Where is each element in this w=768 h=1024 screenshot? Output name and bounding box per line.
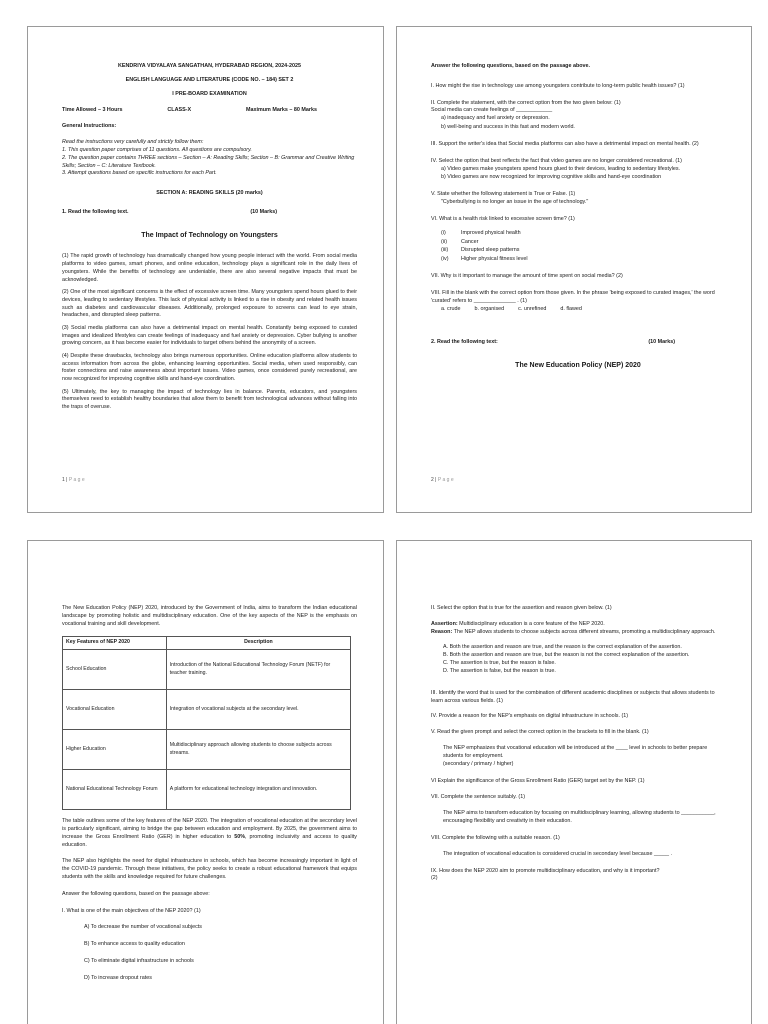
question-marks: (2)	[431, 875, 438, 882]
option-list	[431, 239, 725, 247]
passage-paragraph: (3) Social media platforms can also have a detrimental impact on mental health. Constantly being exposed to curated images and idealized lifestyles can create feelings of inadequacy and fuel anxiety or depression. Cyber bullying is another growing concern, as it has become easier for individuals to target others behind the anonymity of a screen.	[62, 324, 357, 347]
option-list	[431, 247, 725, 255]
header-line-3: I PRE-BOARD EXAMINATION	[172, 90, 247, 97]
page-label: P a g e	[437, 476, 454, 483]
question-2-marks: (10 Marks)	[648, 339, 675, 346]
page-4-content	[431, 605, 725, 883]
question: VI. What is a health risk linked to excessive screen time? (1)	[431, 215, 575, 222]
max-marks: Maximum Marks – 80 Marks	[245, 107, 317, 114]
question-stem: Social media can create feelings of ____________	[431, 107, 553, 114]
passage-intro: The New Education Policy (NEP) 2020, introduced by the Government of India, aims to transform the Indian educational landscape by promoting holistic and multidisciplinary education. One of the key aspects of the NEP is the emphasis on vocational training and skill development.	[62, 605, 357, 627]
nep-features-table	[62, 636, 351, 810]
table-cell: Integration of vocational subjects at the secondary level.	[166, 690, 350, 730]
option-text: Cancer	[461, 238, 479, 245]
quoted-statement: "Cyberbullying is no longer an issue in the age of technology."	[441, 199, 589, 206]
option: d. flawed	[560, 305, 582, 312]
option: b. organised	[474, 305, 505, 312]
question: VI Explain the significance of the Gross Enrollment Ratio (GER) target set by the NEP. (1)	[431, 777, 645, 784]
instruction-line: 1. This question paper comprises of 11 questions. All questions are compulsory.	[62, 146, 252, 153]
general-instructions-heading: General Instructions:	[62, 123, 117, 130]
answer-heading: Answer the following questions, based on the passage above:	[62, 890, 210, 897]
question: V. Read the given prompt and select the correct option in the brackets to fill in the blank. (1)	[431, 729, 649, 736]
prompt-text: The NEP emphasizes that vocational education will be introduced at the ____ level in schools to better prepare students for employment.	[443, 745, 708, 759]
table-cell: Vocational Education	[63, 690, 167, 730]
instruction-line: 2. The question paper contains THREE sections – Section – A: Reading Skills; Section – B: Grammar and Creative Writing Skills; Section – C: Literature Textbook.	[62, 154, 355, 169]
option-number: (i)	[441, 229, 446, 236]
page-1-content	[62, 63, 357, 416]
question-1-marks: (10 Marks)	[250, 209, 277, 216]
passage-title: The Impact of Technology on Youngsters	[141, 231, 278, 239]
header-line-2: ENGLISH LANGUAGE AND LITERATURE (CODE NO. – 184) SET 2	[125, 76, 294, 83]
option: b) well-being and success in this fast and modern world.	[441, 124, 575, 131]
passage-title: The New Education Policy (NEP) 2020	[515, 362, 641, 370]
question: I. How might the rise in technology use among youngsters contribute to long-term public health issues? (1)	[431, 82, 685, 89]
passage-paragraph	[62, 818, 357, 849]
passage-paragraph: (1) The rapid growth of technology has dramatically changed how young people interact with the world. From social media platforms to video games, smart phones, and online education, technology plays a significant role in the daily lives of youngsters. While the benefits of technology are undeniable, there are also several negative impacts that must be acknowledged.	[62, 253, 357, 283]
table-cell: Multidisciplinary approach allowing students to choose subjects across streams.	[166, 730, 350, 770]
question: IX. How does the NEP 2020 aim to promote multidisciplinary education, and why is it important?	[431, 867, 660, 874]
time-allowed: Time Allowed – 3 Hours	[62, 107, 123, 114]
exam-meta-row	[62, 107, 357, 115]
option-text: Higher physical fitness level	[461, 256, 528, 263]
class-label: CLASS-X	[167, 107, 192, 114]
option-number: (iii)	[441, 247, 449, 254]
mcq-options	[431, 306, 725, 314]
table-header-cell: Description	[166, 637, 350, 650]
question: VIII. Fill in the blank with the correct option from those given. In the phrase 'being exposed to curated images,' the word 'curated' refers to ______________ . (1)	[431, 289, 715, 304]
table-header-row	[63, 637, 351, 650]
question-2-row	[431, 339, 725, 347]
question-1-label: 1. Read the following text.	[62, 209, 129, 216]
question: VII. Why is it important to manage the amount of time spent on social media? (2)	[431, 273, 623, 280]
instruction-line: Read the instructions very carefully and strictly follow them:	[62, 139, 204, 146]
passage-paragraph: The NEP also highlights the need for digital infrastructure in schools, which has become increasingly important in light of the COVID-19 pandemic. Through these initiatives, the policy seeks to create a robust educational framework that equips students with the skills and knowledge required for future challenges.	[62, 858, 357, 880]
option-text: Disrupted sleep patterns	[461, 247, 520, 254]
table-row	[63, 690, 351, 730]
section-a-heading: SECTION A: READING SKILLS (20 marks)	[156, 190, 263, 197]
question: III. Support the writer's idea that Social media platforms can also have a detrimental impact on mental health. (2)	[431, 140, 699, 147]
table-row	[63, 770, 351, 810]
question: II. Complete the statement, with the correct option from the two given below: (1)	[431, 99, 621, 106]
option: b) Video games are now recognized for improving cognitive skills and hand-eye coordination	[441, 174, 662, 181]
question: VIII. Complete the following with a suitable reason. (1)	[431, 834, 560, 841]
question-1-row	[62, 209, 357, 217]
option: C) To eliminate digital infrastructure in schools	[84, 958, 194, 965]
table-row	[63, 730, 351, 770]
table-cell: Higher Education	[63, 730, 167, 770]
page-footer: 1 | P a g e	[62, 476, 85, 483]
questions-heading: Answer the following questions, based on the passage above.	[431, 63, 591, 69]
question: III. Identify the word that is used for the combination of different academic disciplines or subjects that allows students to learn across various fields. (1)	[431, 689, 715, 704]
option: B) To enhance access to quality education	[84, 941, 185, 948]
header-line-1: KENDRIYA VIDYALAYA SANGATHAN, HYDERABAD REGION, 2024-2025	[118, 63, 301, 69]
question: I. What is one of the main objectives of the NEP 2020? (1)	[62, 907, 201, 914]
option: c. unrefined	[518, 305, 547, 312]
page-label: P a g e	[68, 476, 85, 483]
table-row	[63, 650, 351, 690]
option-list	[431, 256, 725, 264]
page-number: 2	[431, 476, 434, 483]
question: IV. Provide a reason for the NEP's emphasis on digital infrastructure in schools. (1)	[431, 713, 629, 720]
option-number: (ii)	[441, 238, 447, 245]
table-header-cell: Key Features of NEP 2020	[63, 637, 167, 650]
option: B. Both the assertion and reason are true, but the reason is not the correct explanation of the assertion.	[443, 652, 690, 659]
paragraph-text: , promoting inclusivity and access to quality education.	[62, 833, 357, 848]
table-cell: Introduction of the National Educational Technology Forum (NETF) for teacher training.	[166, 650, 350, 690]
instruction-line: 3. Attempt questions based on specific instructions for each Part.	[62, 170, 217, 177]
reason-label: Reason:	[431, 628, 453, 635]
question-2-label: 2. Read the following text:	[431, 339, 498, 346]
general-instructions	[62, 139, 357, 178]
question: II. Select the option that is true for the assertion and reason given below. (1)	[431, 605, 612, 611]
page-4	[396, 540, 752, 1024]
sentence-to-complete: The integration of vocational education is considered crucial in secondary level because _____ .	[443, 850, 672, 857]
option: C. The assertion is true, but the reason is false.	[443, 660, 556, 667]
sentence-to-complete: The NEP aims to transform education by focusing on multidisciplinary learning, allowing students to ___________, encouraging flexibility and creativity in their education.	[443, 810, 716, 825]
option: a. crude	[441, 305, 461, 312]
page-2-content	[431, 63, 725, 383]
table-cell: School Education	[63, 650, 167, 690]
reason	[431, 629, 725, 637]
page-number: 1	[62, 476, 65, 483]
assertion-text: Multidisciplinary education is a core feature of the NEP 2020.	[457, 620, 605, 627]
prompt-choices: (secondary / primary / higher)	[443, 760, 514, 767]
option-text: Improved physical health	[461, 229, 521, 236]
page-1	[27, 26, 384, 513]
option-list	[431, 230, 725, 238]
table-cell: A platform for educational technology integration and innovation.	[166, 770, 350, 810]
option: D. The assertion is false, but the reason is true.	[443, 667, 556, 674]
page-footer: 2 | P a g e	[431, 476, 454, 483]
question: VII. Complete the sentence suitably. (1)	[431, 794, 525, 801]
page-3-content	[62, 605, 357, 987]
assertion-label: Assertion:	[431, 620, 458, 627]
option: A. Both the assertion and reason are true, and the reason is the correct explanation of the assertion.	[443, 644, 682, 651]
passage-paragraph: (2) One of the most significant concerns is the effect of excessive screen time. Many youngsters spend hours glued to their devices, leading to sedentary lifestyles. This lack of physical activity is linked to a rise in obesity and related health issues such as diabetes and cardiovascular diseases. Additionally, prolonged exposure to screens can lead to eye strain, headaches, and disrupted sleep patterns.	[62, 288, 357, 319]
table-cell: National Educational Technology Forum	[63, 770, 167, 810]
option: a) Video games make youngsters spend hours glued to their devices, leading to sedentary lifestyles.	[441, 165, 681, 172]
option: a) inadequacy and fuel anxiety or depression.	[441, 115, 550, 122]
page-2	[396, 26, 752, 513]
passage-paragraph: (5) Ultimately, the key to managing the impact of technology lies in balance. Parents, educators, and youngsters themselves need to establish healthy boundaries that allow them to benefit from technological advances without falling into the traps of overuse.	[62, 388, 357, 411]
assertion	[431, 621, 725, 629]
page-3	[27, 540, 384, 1024]
option-number: (iv)	[441, 256, 449, 263]
highlighted-value: 50%	[234, 833, 246, 840]
question: IV. Select the option that best reflects the fact that video games are no longer considered recreational. (1)	[431, 157, 682, 164]
option: A) To decrease the number of vocational subjects	[84, 924, 202, 931]
passage-paragraph: (4) Despite these drawbacks, technology also brings numerous opportunities. Online education platforms allow students to access information from across the globe, enhancing learning opportunities. Social media, when used responsibly, can foster connections and raise awareness about important issues. Video games, once considered purely recreational, are now recognized for improving cognitive skills and hand-eye coordination.	[62, 352, 357, 383]
option: D) To increase dropout rates	[84, 974, 152, 981]
question: V. State whether the following statement is True or False. (1)	[431, 191, 576, 198]
paragraph-text: The table outlines some of the key features of the NEP 2020. The integration of vocational education at the secondary level is particularly significant, aiming to bridge the gap between education and employment. By 2025, the government aims to increase the Gross Enrollment Ratio (GER) in higher education to	[62, 818, 357, 840]
reason-text: The NEP allows students to choose subjects across different streams, promoting a multidisciplinary approach.	[452, 628, 716, 635]
